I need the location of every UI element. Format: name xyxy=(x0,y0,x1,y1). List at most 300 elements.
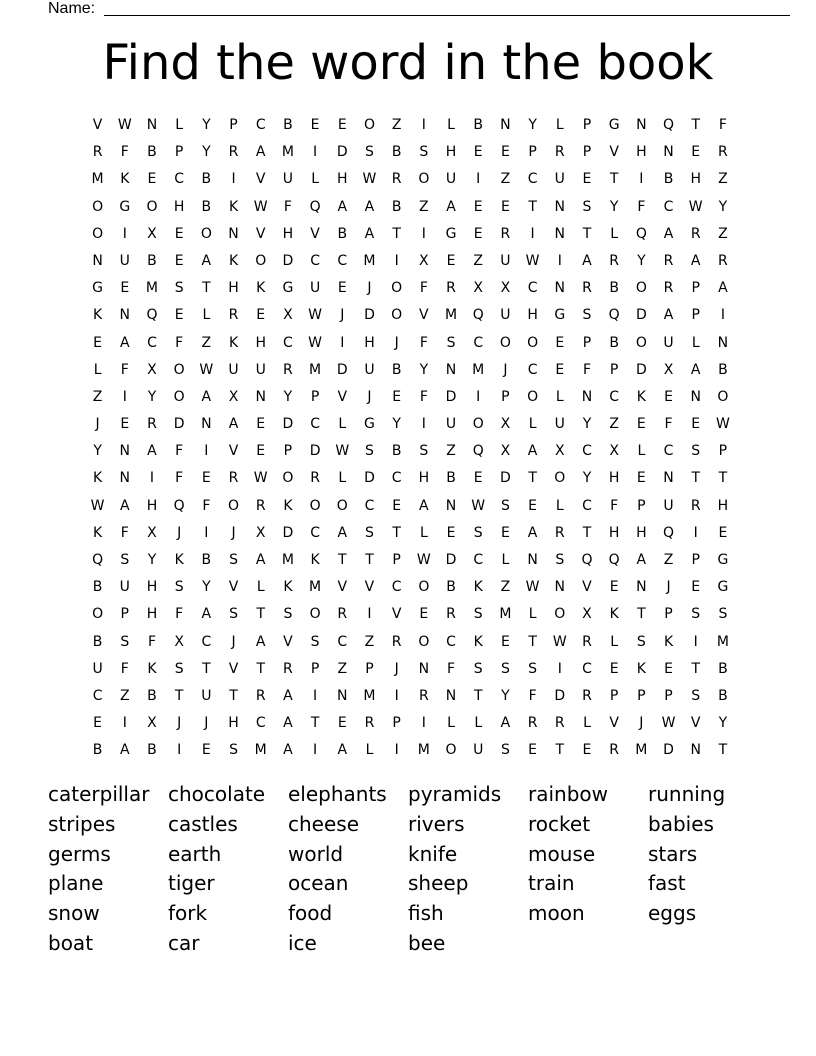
grid-letter: V xyxy=(255,171,266,188)
grid-letter: N xyxy=(445,361,457,378)
grid-letter: E xyxy=(473,198,483,215)
grid-letter: A xyxy=(255,552,266,568)
grid-letter: C xyxy=(473,334,484,351)
grid-letter: S xyxy=(174,660,184,677)
grid-letter: Z xyxy=(419,198,429,215)
grid-letter: L xyxy=(555,388,564,405)
grid-letter: P xyxy=(718,443,728,460)
grid-letter: V xyxy=(364,579,375,596)
grid-letter: H xyxy=(717,497,729,514)
grid-letter: I xyxy=(340,334,345,351)
grid-letter: B xyxy=(391,443,402,460)
grid-letter: P xyxy=(283,443,293,460)
grid-letter: E xyxy=(337,117,347,133)
grid-letter: N xyxy=(554,579,566,596)
word-list-item: caterpillar xyxy=(48,782,150,806)
name-field[interactable] xyxy=(48,0,748,18)
grid-letter: K xyxy=(663,633,674,650)
grid-letter: C xyxy=(473,552,484,568)
grid-letter: A xyxy=(636,552,647,568)
grid-letter: V xyxy=(419,307,429,324)
grid-letter: B xyxy=(92,742,103,759)
grid-letter: V xyxy=(228,660,239,677)
word-list-item: pyramids xyxy=(408,782,502,806)
grid-letter: P xyxy=(310,388,320,405)
word-list-item: sheep xyxy=(408,871,469,896)
grid-letter: W xyxy=(253,198,268,215)
word-list-item: rivers xyxy=(408,811,465,836)
grid-letter: A xyxy=(283,715,293,732)
grid-letter: H xyxy=(146,579,158,596)
grid-letter: I xyxy=(122,715,127,732)
grid-letter: B xyxy=(609,334,619,351)
grid-letter: V xyxy=(582,579,592,596)
grid-letter: X xyxy=(500,280,511,297)
grid-letter: Y xyxy=(147,388,157,405)
grid-letter: I xyxy=(557,252,562,269)
grid-letter: A xyxy=(283,742,293,759)
grid-letter: O xyxy=(391,280,403,297)
word-list-item: rainbow xyxy=(528,782,608,806)
grid-letter: O xyxy=(146,198,158,215)
grid-letter: A xyxy=(690,361,701,378)
grid-letter: B xyxy=(391,144,402,161)
grid-letter: R xyxy=(582,280,592,297)
grid-letter: T xyxy=(338,552,347,568)
grid-letter: I xyxy=(177,742,182,759)
grid-letter: P xyxy=(392,552,401,568)
grid-letter: E xyxy=(528,742,538,759)
grid-letter: Z xyxy=(92,388,103,405)
grid-letter: B xyxy=(92,579,103,596)
grid-letter: P xyxy=(637,497,646,514)
grid-letter: E xyxy=(609,579,619,596)
grid-letter: F xyxy=(419,334,428,351)
word-list-item: rocket xyxy=(528,811,591,836)
grid-letter: R xyxy=(446,280,456,297)
grid-letter: T xyxy=(609,171,619,188)
grid-letter: H xyxy=(337,171,348,188)
grid-letter: C xyxy=(527,171,538,188)
grid-letter: H xyxy=(608,470,620,487)
grid-letter: D xyxy=(445,388,457,405)
grid-letter: F xyxy=(120,361,129,378)
grid-letter: Z xyxy=(119,687,130,704)
grid-letter: T xyxy=(365,552,374,568)
grid-letter: C xyxy=(663,198,674,215)
grid-letter: R xyxy=(337,606,348,623)
grid-letter: F xyxy=(582,361,591,378)
grid-letter: B xyxy=(391,198,402,215)
grid-letter: K xyxy=(283,579,293,596)
grid-letter: G xyxy=(608,117,620,133)
grid-letter: H xyxy=(146,606,158,623)
grid-letter: C xyxy=(337,633,348,650)
grid-letter: T xyxy=(555,742,565,759)
grid-letter: S xyxy=(636,633,646,650)
grid-letter: W xyxy=(416,552,431,568)
grid-letter: E xyxy=(147,171,157,188)
grid-letter: O xyxy=(391,307,403,324)
grid-letter: O xyxy=(336,497,348,514)
grid-letter: A xyxy=(283,687,293,704)
grid-letter: B xyxy=(391,361,402,378)
grid-letter: R xyxy=(418,687,429,704)
grid-letter: G xyxy=(445,225,457,242)
grid-letter: O xyxy=(173,388,185,405)
grid-letter: Q xyxy=(663,524,675,541)
grid-letter: L xyxy=(447,715,455,732)
grid-letter: K xyxy=(473,633,483,650)
grid-letter: D xyxy=(282,416,294,433)
grid-letter: L xyxy=(338,416,347,433)
grid-letter: R xyxy=(255,497,266,514)
grid-letter: O xyxy=(499,334,511,351)
grid-letter: L xyxy=(175,117,184,133)
grid-letter: F xyxy=(419,280,428,297)
grid-letter: F xyxy=(175,606,184,623)
grid-letter: I xyxy=(231,171,236,188)
grid-letter: O xyxy=(363,117,375,133)
grid-letter: F xyxy=(175,443,184,460)
grid-letter: H xyxy=(228,715,239,732)
grid-letter: M xyxy=(363,687,376,704)
grid-letter: Z xyxy=(446,443,456,460)
grid-letter: K xyxy=(609,606,619,623)
grid-letter: D xyxy=(500,470,511,487)
grid-letter: M xyxy=(281,144,294,161)
grid-letter: B xyxy=(201,198,212,215)
grid-letter: S xyxy=(419,443,429,460)
grid-letter: A xyxy=(119,334,130,351)
grid-letter: E xyxy=(691,416,701,433)
grid-letter: R xyxy=(690,497,701,514)
grid-letter: R xyxy=(283,660,293,677)
grid-letter: S xyxy=(473,660,483,677)
grid-letter: S xyxy=(365,443,374,460)
grid-letter: U xyxy=(282,171,294,188)
grid-letter: C xyxy=(582,497,592,514)
grid-letter: Y xyxy=(528,117,537,133)
grid-letter: E xyxy=(609,660,619,677)
grid-letter: W xyxy=(552,633,567,650)
grid-letter: J xyxy=(394,660,399,677)
grid-letter: A xyxy=(255,633,266,650)
grid-letter: T xyxy=(202,660,211,677)
grid-letter: C xyxy=(582,443,592,460)
word-list-item: boat xyxy=(48,930,94,955)
grid-letter: I xyxy=(394,742,399,759)
grid-letter: E xyxy=(93,334,103,351)
grid-letter: I xyxy=(693,633,698,650)
grid-letter: X xyxy=(255,524,266,541)
grid-letter: B xyxy=(718,660,728,677)
grid-letter: E xyxy=(392,497,402,514)
grid-letter: X xyxy=(283,307,293,324)
grid-letter: E xyxy=(256,307,266,324)
grid-letter: D xyxy=(364,470,375,487)
grid-letter: C xyxy=(364,497,375,514)
grid-letter: S xyxy=(365,524,374,541)
grid-letter: F xyxy=(637,198,646,215)
grid-letter: I xyxy=(557,660,562,677)
word-list-item: castles xyxy=(168,811,238,836)
grid-letter: F xyxy=(120,524,129,541)
grid-letter: U xyxy=(92,660,103,677)
grid-letter: I xyxy=(122,388,127,405)
grid-letter: N xyxy=(119,443,131,460)
grid-letter: U xyxy=(663,334,674,351)
grid-letter: J xyxy=(204,715,209,732)
grid-letter: Q xyxy=(663,117,675,133)
grid-letter: M xyxy=(716,633,729,650)
grid-letter: T xyxy=(310,715,320,732)
grid-letter: N xyxy=(554,225,566,242)
grid-letter: T xyxy=(528,198,537,215)
grid-letter: E xyxy=(555,334,565,351)
grid-letter: V xyxy=(337,579,348,596)
grid-letter: U xyxy=(309,280,321,297)
grid-letter: S xyxy=(365,144,374,161)
grid-letter: I xyxy=(639,171,644,188)
grid-letter: K xyxy=(228,252,239,269)
grid-letter: B xyxy=(283,117,293,133)
grid-letter: O xyxy=(635,334,647,351)
word-list-item: cheese xyxy=(288,811,360,836)
grid-letter: I xyxy=(476,388,481,405)
grid-letter: K xyxy=(174,552,184,568)
grid-letter: S xyxy=(691,606,701,623)
grid-letter: P xyxy=(609,687,619,704)
grid-letter: C xyxy=(201,633,212,650)
word-list-item: earth xyxy=(168,841,222,866)
grid-letter: M xyxy=(417,742,430,759)
word-list-item: knife xyxy=(408,841,458,866)
grid-letter: O xyxy=(228,497,240,514)
grid-letter: N xyxy=(636,117,647,133)
grid-letter: Y xyxy=(392,416,401,433)
grid-letter: U xyxy=(663,497,674,514)
grid-letter: X xyxy=(554,443,565,460)
word-list-item: running xyxy=(648,782,726,806)
grid-letter: E xyxy=(337,715,347,732)
grid-letter: E xyxy=(473,225,483,242)
grid-letter: N xyxy=(255,388,266,405)
grid-letter: I xyxy=(367,606,372,623)
grid-letter: J xyxy=(177,524,182,541)
grid-letter: C xyxy=(609,388,620,405)
grid-letter: I xyxy=(394,252,399,269)
grid-letter: X xyxy=(500,443,511,460)
grid-letter: J xyxy=(367,280,372,297)
grid-letter: E xyxy=(337,280,347,297)
grid-letter: T xyxy=(637,606,646,623)
grid-letter: O xyxy=(255,252,267,269)
grid-letter: Q xyxy=(472,307,484,324)
grid-letter: F xyxy=(147,633,156,650)
grid-letter: E xyxy=(93,715,103,732)
grid-letter: E xyxy=(174,225,184,242)
word-list-item: fork xyxy=(168,901,208,926)
grid-letter: X xyxy=(582,606,592,623)
grid-letter: V xyxy=(337,388,348,405)
grid-letter: B xyxy=(718,687,728,704)
grid-letter: K xyxy=(283,497,293,514)
grid-letter: D xyxy=(635,307,647,324)
grid-letter: S xyxy=(500,497,510,514)
grid-letter: R xyxy=(554,715,565,732)
grid-letter: E xyxy=(201,470,211,487)
grid-letter: Y xyxy=(637,252,646,269)
grid-letter: V xyxy=(255,225,266,242)
grid-letter: Z xyxy=(201,334,212,351)
grid-letter: C xyxy=(310,416,320,433)
grid-letter: Y xyxy=(582,416,592,433)
grid-letter: E xyxy=(718,524,728,541)
grid-letter: S xyxy=(473,524,483,541)
grid-letter: V xyxy=(228,443,239,460)
grid-letter: S xyxy=(120,633,130,650)
grid-letter: R xyxy=(663,280,674,297)
grid-letter: J xyxy=(394,334,399,351)
grid-letter: L xyxy=(528,606,537,623)
grid-letter: H xyxy=(527,307,538,324)
grid-letter: W xyxy=(199,361,214,378)
grid-letter: T xyxy=(691,660,700,677)
grid-letter: D xyxy=(173,416,185,433)
grid-letter: G xyxy=(282,280,294,297)
grid-letter: F xyxy=(202,497,211,514)
grid-letter: Q xyxy=(173,497,185,514)
grid-letter: R xyxy=(228,470,239,487)
grid-letter: R xyxy=(147,416,157,433)
grid-letter: S xyxy=(691,687,701,704)
word-list-item: tiger xyxy=(168,871,215,896)
word-list-item: stars xyxy=(648,841,698,866)
grid-letter: I xyxy=(313,687,318,704)
grid-letter: X xyxy=(174,633,184,650)
grid-letter: Z xyxy=(337,660,348,677)
grid-letter: G xyxy=(717,579,729,596)
grid-letter: V xyxy=(283,633,293,650)
grid-letter: Y xyxy=(93,443,102,460)
grid-letter: I xyxy=(204,443,209,460)
grid-letter: Q xyxy=(608,552,620,568)
grid-letter: Q xyxy=(92,552,104,568)
grid-letter: T xyxy=(256,606,265,623)
grid-letter: O xyxy=(173,361,185,378)
grid-letter: P xyxy=(310,660,320,677)
grid-letter: N xyxy=(663,144,674,161)
grid-letter: B xyxy=(337,225,348,242)
word-list-item: moon xyxy=(528,901,585,926)
grid-letter: E xyxy=(528,497,538,514)
grid-letter: V xyxy=(391,606,402,623)
grid-letter: C xyxy=(92,687,103,704)
grid-letter: E xyxy=(664,388,673,405)
grid-letter: Z xyxy=(500,171,511,188)
grid-letter: S xyxy=(473,606,483,623)
grid-letter: E xyxy=(446,524,456,541)
grid-letter: B xyxy=(201,171,212,188)
grid-letter: A xyxy=(690,252,701,269)
grid-letter: V xyxy=(690,715,701,732)
word-list-item: babies xyxy=(648,811,714,836)
grid-letter: D xyxy=(282,252,294,269)
grid-letter: E xyxy=(500,144,510,161)
grid-letter: R xyxy=(718,144,728,161)
grid-letter: J xyxy=(231,524,236,541)
grid-letter: Z xyxy=(391,117,402,133)
grid-letter: U xyxy=(500,307,511,324)
grid-letter: R xyxy=(228,144,239,161)
grid-letter: Q xyxy=(608,307,620,324)
grid-letter: B xyxy=(92,633,103,650)
grid-letter: E xyxy=(582,742,592,759)
grid-letter: G xyxy=(92,280,104,297)
grid-letter: A xyxy=(582,252,592,269)
grid-letter: X xyxy=(500,416,511,433)
grid-letter: E xyxy=(555,361,565,378)
grid-letter: B xyxy=(147,144,157,161)
grid-letter: N xyxy=(228,225,239,242)
grid-letter: T xyxy=(691,470,700,487)
grid-letter: S xyxy=(582,198,592,215)
word-list-item: snow xyxy=(48,901,100,926)
grid-letter: J xyxy=(639,715,644,732)
word-list-item: ocean xyxy=(288,871,349,896)
grid-letter: V xyxy=(92,117,103,133)
grid-letter: I xyxy=(476,171,481,188)
word-list-item: plane xyxy=(48,871,104,896)
grid-letter: W xyxy=(335,443,350,460)
word-list-item: fish xyxy=(408,901,444,926)
grid-letter: B xyxy=(718,361,728,378)
grid-letter: H xyxy=(173,198,185,215)
grid-letter: D xyxy=(309,443,321,460)
grid-letter: E xyxy=(392,388,402,405)
grid-letter: K xyxy=(120,171,130,188)
name-label: Name: xyxy=(48,0,96,17)
grid-letter: A xyxy=(527,443,538,460)
grid-letter: A xyxy=(663,307,674,324)
grid-letter: C xyxy=(255,715,266,732)
word-list-item: world xyxy=(288,841,344,866)
grid-letter: E xyxy=(174,307,184,324)
grid-letter: E xyxy=(174,252,184,269)
grid-letter: P xyxy=(637,687,646,704)
grid-letter: A xyxy=(718,280,728,297)
grid-letter: H xyxy=(445,144,457,161)
grid-letter: L xyxy=(256,579,265,596)
grid-letter: L xyxy=(311,171,319,188)
grid-letter: U xyxy=(445,416,457,433)
grid-letter: Q xyxy=(581,552,593,568)
grid-letter: W xyxy=(471,497,486,514)
grid-letter: Y xyxy=(501,687,510,704)
grid-letter: G xyxy=(119,198,131,215)
grid-letter: I xyxy=(421,416,426,433)
grid-letter: B xyxy=(201,552,212,568)
grid-letter: R xyxy=(554,144,565,161)
grid-letter: P xyxy=(664,687,673,704)
grid-letter: O xyxy=(92,225,104,242)
grid-letter: S xyxy=(582,307,592,324)
grid-letter: F xyxy=(610,497,619,514)
grid-letter: M xyxy=(254,742,267,759)
grid-letter: N xyxy=(445,687,457,704)
grid-letter: L xyxy=(610,225,619,242)
